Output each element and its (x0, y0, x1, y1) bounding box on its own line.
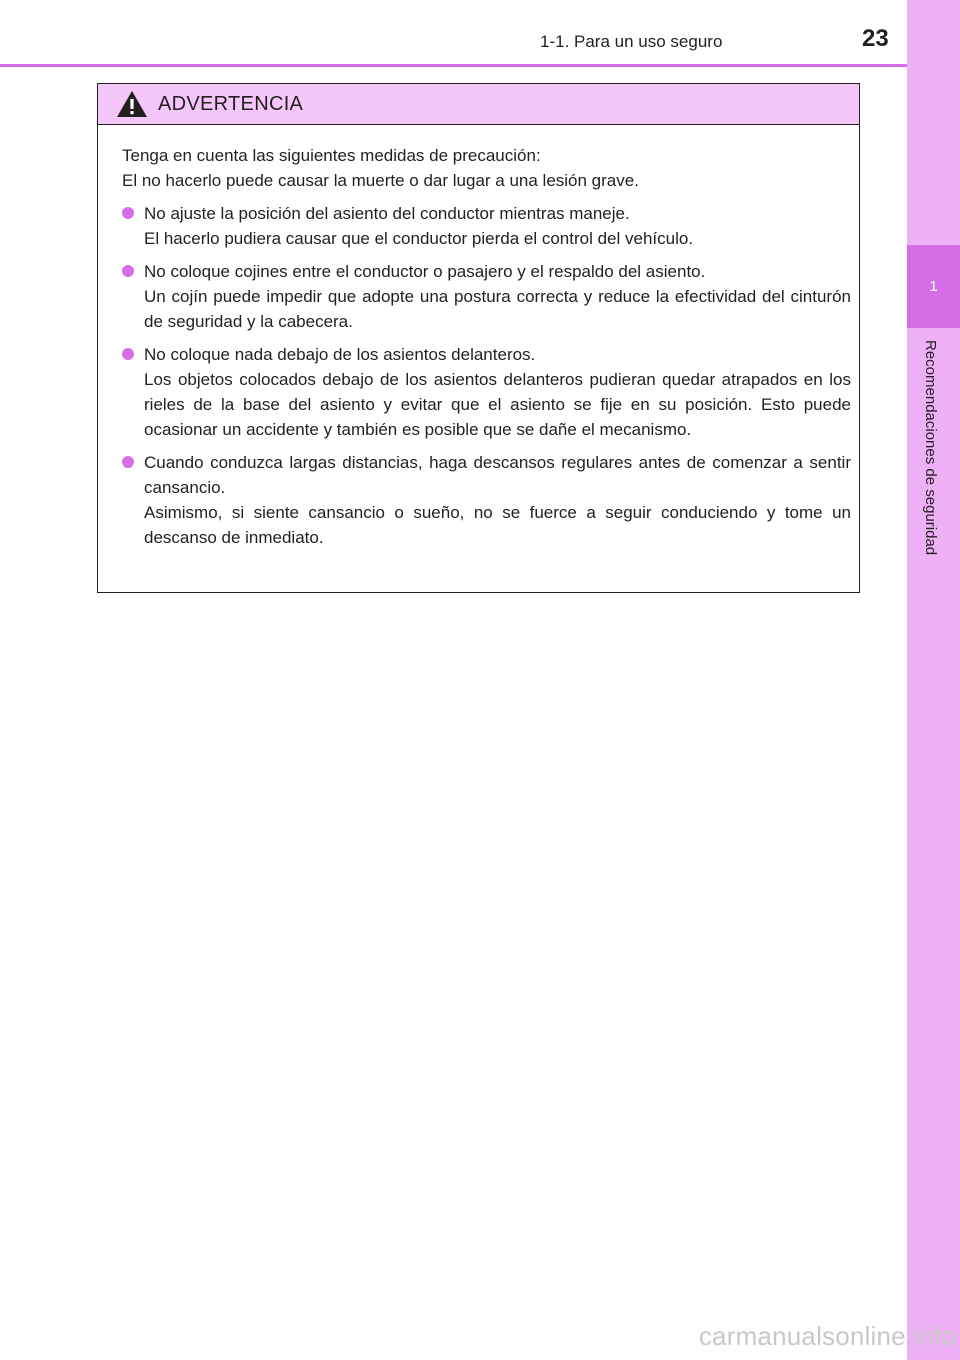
warning-item (122, 259, 851, 334)
warning-item-text: Los objetos colocados debajo de los asientos delanteros pudieran quedar atrapados en los rieles de la base del asiento y evitar que el asiento se fije en su posición. Esto puede ocasionar un accidente y también es posible que se dañe el mecanismo. (144, 370, 851, 439)
bullet-dot-icon (122, 265, 134, 277)
warning-item-heading: No coloque cojines entre el conductor o pasajero y el respaldo del asiento. (144, 262, 706, 281)
chapter-title: Recomendaciones de seguridad (922, 340, 939, 556)
warning-item-text: Asimismo, si siente cansancio o sueño, no se fuerce a seguir conduciendo y tome un descanso de inmediato. (144, 503, 851, 547)
warning-box (97, 83, 860, 593)
chapter-number: 1 (907, 245, 960, 328)
bullet-dot-icon (122, 348, 134, 360)
warning-intro-line-1: Tenga en cuenta las siguientes medidas de precaución: (122, 146, 541, 165)
warning-item-heading: No ajuste la posición del asiento del conductor mientras maneje. (144, 204, 630, 223)
warning-item (122, 201, 851, 251)
watermark-text: carmanualsonline.info (698, 1321, 956, 1351)
warning-item-heading: No coloque nada debajo de los asientos delanteros. (144, 345, 536, 364)
warning-body (98, 125, 859, 550)
header-section-title: 1-1. Para un uso seguro (540, 32, 723, 51)
warning-item (122, 342, 851, 442)
warning-intro (122, 143, 851, 193)
page-number: 23 (862, 25, 889, 52)
header-divider (0, 64, 907, 67)
warning-intro-line-2: El no hacerlo puede causar la muerte o dar lugar a una lesión grave. (122, 171, 639, 190)
bullet-dot-icon (122, 207, 134, 219)
warning-item-text: Un cojín puede impedir que adopte una postura correcta y reduce la efectividad del cinturón de seguridad y la cabecera. (144, 287, 851, 331)
warning-item (122, 450, 851, 550)
warning-triangle-icon (116, 90, 148, 118)
warning-item-text: El hacerlo pudiera causar que el conductor pierda el control del vehículo. (144, 229, 694, 248)
bullet-dot-icon (122, 456, 134, 468)
warning-title: ADVERTENCIA (158, 92, 304, 115)
side-chapter-tab (907, 0, 960, 1360)
warning-header (98, 84, 859, 125)
warning-item-heading: Cuando conduzca largas distancias, haga descansos regulares antes de comenzar a sentir cansancio. (144, 453, 851, 497)
